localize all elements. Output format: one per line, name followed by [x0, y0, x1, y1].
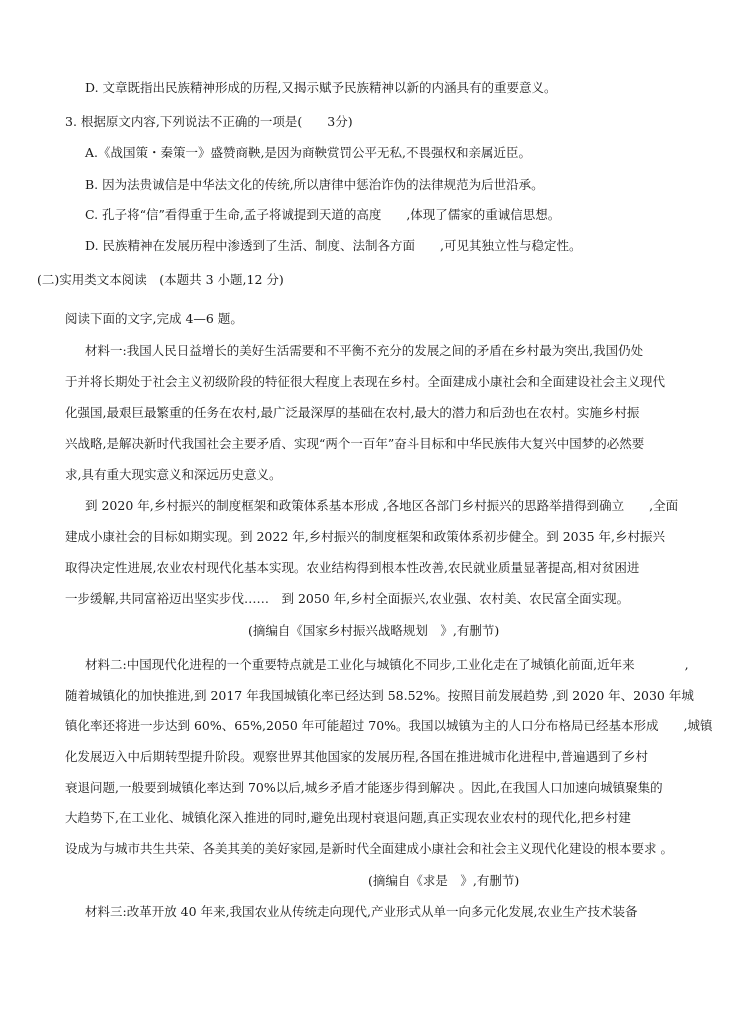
material-1-line: 一步缓解,共同富裕迈出坚实步伐…… 到 2050 年,乡村全面振兴,农业强、农村美、农民富全面实现。	[65, 591, 630, 606]
material-1-line: 化强国,最艰巨最繁重的任务在农村,最广泛最深厚的基础在农村,最大的潜力和后劲也在农村。实施乡村振	[65, 405, 640, 420]
material-2-line: 材料二:中国现代化进程的一个重要特点就是工业化与城镇化不同步,工业化走在了城镇化前面,近年来 ,	[85, 657, 689, 672]
material-1-line: 兴战略,是解决新时代我国社会主要矛盾、实现“两个一百年”奋斗目标和中华民族伟大复兴中国梦的必然要	[65, 436, 645, 451]
material-2-source: (摘编自《求是 》,有删节)	[368, 873, 520, 888]
material-1-line: 材料一:我国人民日益增长的美好生活需要和不平衡不充分的发展之间的矛盾在乡村最为突出,我国仍处	[85, 343, 644, 358]
material-1-line: 到 2020 年,乡村振兴的制度框架和政策体系基本形成 ,各地区各部门乡村振兴的思路举措得到确立 ,全面	[85, 498, 679, 513]
section-heading: (二)实用类文本阅读 (本题共 3 小题,12 分)	[37, 272, 284, 287]
material-2-line: 化发展迈入中后期转型提升阶段。观察世界其他国家的发展历程,各国在推进城市化进程中,普遍遇到了乡村	[65, 749, 648, 764]
question-3-option-a: A.《战国策・秦策一》盛赞商鞅,是因为商鞅赏罚公平无私,不畏强权和亲属近臣。	[85, 145, 531, 160]
question-3-option-c: C. 孔子将“信”看得重于生命,孟子将诚提到天道的高度 ,体现了儒家的重诚信思想。	[85, 207, 561, 222]
material-1-source: (摘编自《国家乡村振兴战略规划 》,有删节)	[248, 623, 500, 638]
question-3-option-d: D. 民族精神在发展历程中渗透到了生活、制度、法制各方面 ,可见其独立性与稳定性。	[85, 238, 582, 253]
material-2-line: 衰退问题,一般要到城镇化率达到 70%以后,城乡矛盾才能逐步得到解决 。因此,在我国人口加速向城镇聚集的	[65, 780, 663, 795]
material-2-line: 镇化率还将进一步达到 60%、65%,2050 年可能超过 70%。我国以城镇为主的人口分布格局已经基本形成 ,城镇	[65, 718, 713, 733]
reading-instruction: 阅读下面的文字,完成 4—6 题。	[65, 311, 243, 326]
material-2-line: 随着城镇化的加快推进,到 2017 年我国城镇化率已经达到 58.52%。按照目前发展趋势 ,到 2020 年、2030 年城	[65, 688, 694, 703]
question-2-option-d: D. 文章既指出民族精神形成的历程,又揭示赋予民族精神以新的内涵具有的重要意义。	[85, 80, 557, 95]
question-3-option-b: B. 因为法贵诚信是中华法文化的传统,所以唐律中惩治诈伪的法律规范为后世沿承。	[85, 177, 544, 192]
material-3-line: 材料三:改革开放 40 年来,我国农业从传统走向现代,产业形式从单一向多元化发展,农业生产技术装备	[85, 904, 638, 919]
material-2-line: 设成为与城市共生共荣、各美其美的美好家园,是新时代全面建成小康社会和社会主义现代化建设的根本要求 。	[65, 841, 673, 856]
material-1-line: 取得决定性进展,农业农村现代化基本实现。农业结构得到根本性改善,农民就业质量显著提高,相对贫困进	[65, 560, 640, 575]
question-3-stem: 3. 根据原文内容,下列说法不正确的一项是( 3分)	[65, 114, 353, 129]
material-1-line: 建成小康社会的目标如期实现。到 2022 年,乡村振兴的制度框架和政策体系初步健全。到 2035 年,乡村振兴	[65, 529, 665, 544]
material-1-line: 求,具有重大现实意义和深远历史意义。	[65, 467, 282, 482]
material-2-line: 大趋势下,在工业化、城镇化深入推进的同时,避免出现村衰退问题,真正实现农业农村的现代化,把乡村建	[65, 810, 631, 825]
material-1-line: 于并将长期处于社会主义初级阶段的特征很大程度上表现在乡村。全面建成小康社会和全面建设社会主义现代	[65, 374, 666, 389]
